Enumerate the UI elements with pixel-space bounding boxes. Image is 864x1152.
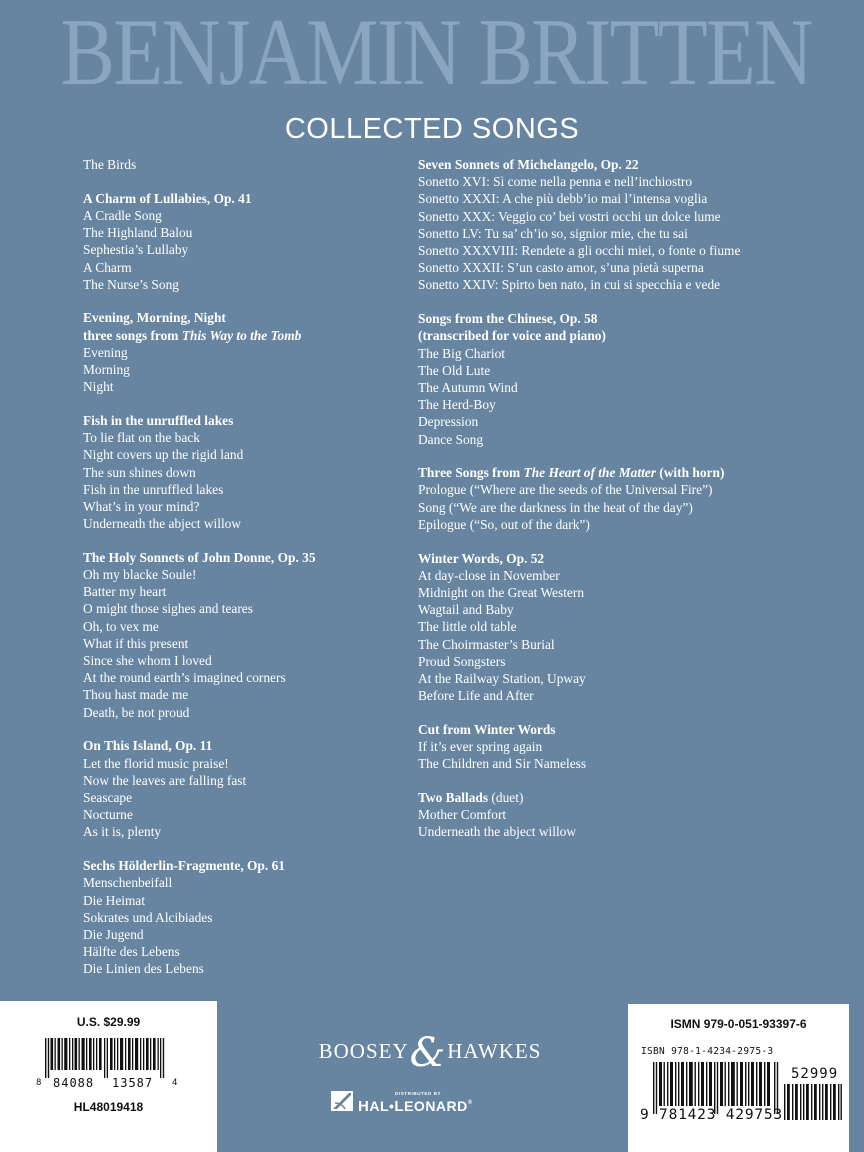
song-group-charm-of-lullabies [83, 190, 403, 293]
song-group-fish-in-unruffled-lakes [83, 412, 403, 532]
song-title: Prologue (“Where are the seeds of the Universal Fire”) [418, 482, 713, 498]
group-heading [418, 789, 798, 806]
heading-suffix: (with horn) [655, 465, 725, 481]
group-heading: The Holy Sonnets of John Donne, Op. 35 [83, 549, 316, 565]
composer-name: BENJAMIN BRITTEN [60, 0, 812, 105]
song-title: Let the florid music praise! [83, 755, 229, 771]
song-group-holy-sonnets [83, 549, 403, 721]
song-title: The Birds [83, 157, 137, 172]
hl-letters: AL [369, 1098, 390, 1114]
heading-note: (duet) [488, 790, 524, 805]
song-title: Sonetto LV: Tu sa’ ch’io so, signior mie, che tu sai [418, 225, 688, 241]
song-title: At the Railway Station, Upway [418, 670, 586, 686]
group-subheading [83, 327, 403, 344]
song-title: The Herd-Boy [418, 397, 496, 413]
song-title: Now the leaves are falling fast [83, 772, 247, 788]
song-title: Depression [418, 414, 479, 430]
song-title: Sokrates und Alcibiades [83, 909, 213, 925]
group-heading: A Charm of Lullabies, Op. 41 [83, 190, 252, 206]
song-title: Midnight on the Great Western [418, 584, 585, 600]
song-title: Die Linien des Lebens [83, 961, 204, 977]
song-title: Morning [83, 362, 130, 378]
song-title: What if this present [83, 635, 189, 651]
song-title: Before Life and After [418, 688, 534, 704]
song-title: Batter my heart [83, 584, 167, 600]
price-addon-number: 52999 [791, 1066, 839, 1082]
song-title: A Charm [83, 259, 132, 275]
song-title: Hälfte des Lebens [83, 944, 180, 960]
hal-leonard-logo-icon [331, 1089, 355, 1113]
song-group-cut-from-winter-words [418, 721, 798, 773]
upc-group-2: 13587 [112, 1076, 154, 1090]
song-title: The Nurse’s Song [83, 276, 179, 292]
publisher-name-left: BOOSEY [318, 1039, 409, 1063]
song-title: Epilogue (“So, out of the dark”) [418, 516, 590, 532]
song-title: Sonetto XXXII: S’un casto amor, s’una pietà superna [418, 260, 704, 276]
song-title: Sonetto XXXVIII: Rendete a gli occhi miei, o fonte o fiume [418, 243, 741, 259]
song-title: Fish in the unruffled lakes [83, 481, 224, 497]
song-title: As it is, plenty [83, 824, 162, 840]
song-title: Evening [83, 344, 128, 360]
song-title: The Old Lute [418, 362, 491, 378]
heading-text: Two Ballads [418, 790, 489, 805]
song-title: The little old table [418, 619, 517, 635]
registered-mark: ® [467, 1100, 473, 1106]
song-group-the-birds [83, 156, 403, 173]
song-title: Seascape [83, 790, 133, 805]
group-heading: Songs from the Chinese, Op. 58 [418, 311, 598, 327]
upc-barcode-icon [45, 1038, 167, 1078]
song-title: Oh, to vex me [83, 618, 159, 634]
song-title: Wagtail and Baby [418, 602, 514, 618]
group-heading: Fish in the unruffled lakes [83, 412, 234, 428]
group-heading: On This Island, Op. 11 [83, 738, 213, 754]
group-heading: Seven Sonnets of Michelangelo, Op. 22 [418, 157, 639, 172]
isbn-label: ISBN 978-1-4234-2975-3 [641, 1046, 774, 1057]
song-title: The Children and Sir Nameless [418, 756, 587, 772]
book-title: COLLECTED SONGS [284, 113, 580, 145]
song-title: The Big Chariot [418, 345, 506, 361]
song-title: Dance Song [418, 431, 484, 447]
song-title: Die Jugend [83, 926, 144, 942]
addon-barcode-icon [784, 1084, 842, 1120]
song-title: Sephestia’s Lullaby [83, 242, 189, 258]
upc-right-digit: 4 [172, 1078, 178, 1088]
song-title: What’s in your mind? [83, 498, 200, 514]
price-barcode-box [0, 1001, 217, 1152]
song-title: The Choirmaster’s Burial [418, 636, 555, 652]
song-group-michelangelo-sonnets [418, 156, 798, 294]
song-title: Menschenbeifall [83, 875, 173, 891]
song-group-holderlin-fragmente [83, 857, 403, 977]
song-title: Death, be not proud [83, 704, 190, 720]
song-title: Underneath the abject willow [83, 516, 242, 532]
song-title: O might those sighes and teares [83, 601, 253, 617]
song-group-two-ballads [418, 789, 798, 841]
hl-letters: EONARD [404, 1098, 468, 1114]
song-title: Underneath the abject willow [418, 824, 577, 840]
group-subheading: (transcribed for voice and piano) [418, 328, 606, 344]
group-heading: Winter Words, Op. 52 [418, 550, 545, 566]
hal-leonard-wordmark [358, 1098, 473, 1115]
song-title: Thou hast made me [83, 687, 189, 703]
song-title: Oh my blacke Soule! [83, 567, 197, 583]
song-title: Night [83, 379, 114, 395]
song-group-evening-morning-night [83, 309, 403, 395]
group-heading [418, 464, 798, 481]
group-heading: Cut from Winter Words [418, 721, 556, 737]
hl-dot: • [389, 1098, 395, 1114]
song-title: Sonetto XXX: Veggio co’ bei vostri occhi un dolce lume [418, 208, 721, 224]
song-title: Since she whom I loved [83, 653, 212, 669]
song-title: Nocturne [83, 807, 133, 823]
song-title: A Cradle Song [83, 207, 162, 223]
isbn-barcode-box [628, 1004, 849, 1152]
catalog-code: HL48019418 [73, 1100, 144, 1114]
ampersand-glyph: & [409, 1030, 447, 1076]
distributed-by-label: DISTRIBUTED BY [395, 1091, 442, 1096]
group-heading: Evening, Morning, Night [83, 310, 226, 326]
song-title: Mother Comfort [418, 807, 507, 823]
song-title: At day-close in November [418, 567, 560, 583]
isbn-barcode-number: 9 781423 429753 [640, 1107, 783, 1123]
hl-letter: H [358, 1098, 370, 1115]
price-label: U.S. $29.99 [76, 1015, 141, 1029]
upc-group-1: 84088 [53, 1076, 95, 1090]
song-title: The sun shines down [83, 464, 196, 480]
subheading-prefix: three songs from [83, 327, 182, 343]
song-title: At the round earth’s imagined corners [83, 670, 286, 686]
song-title: Night covers up the rigid land [83, 447, 244, 463]
song-title: Song (“We are the darkness in the heat of the day”) [418, 499, 693, 515]
song-title: If it’s ever spring again [418, 739, 543, 755]
song-title: Proud Songsters [418, 653, 506, 669]
heading-italic-title: The Heart of the Matter [523, 465, 656, 481]
subheading-italic-title: This Way to the Tomb [181, 327, 302, 343]
song-title: Sonetto XXIV: Spirto ben nato, in cui si specchia e vede [418, 277, 721, 293]
publisher-name-right: HAWKES [447, 1039, 542, 1063]
song-title: Sonetto XXXI: A che più debb’io mai l’intensa voglia [418, 191, 708, 207]
upc-left-digit: 8 [36, 1078, 42, 1088]
song-group-heart-of-the-matter [418, 464, 798, 533]
song-group-winter-words [418, 550, 798, 705]
contents-right-column [418, 156, 798, 857]
boosey-hawkes-wordmark [290, 1030, 570, 1076]
song-title: Die Heimat [83, 892, 146, 908]
song-title: Sonetto XVI: Sì come nella penna e nell’inchiostro [418, 174, 693, 190]
song-title: The Autumn Wind [418, 379, 518, 395]
hl-letter: L [394, 1098, 405, 1115]
heading-prefix: Three Songs from [418, 465, 524, 481]
contents-left-column [83, 156, 403, 994]
ismn-label: ISMN 979-0-051-93397-6 [670, 1017, 807, 1031]
group-heading: Sechs Hölderlin-Fragmente, Op. 61 [83, 858, 285, 874]
song-title: To lie flat on the back [83, 430, 200, 446]
song-group-songs-from-the-chinese [418, 310, 798, 448]
song-title: The Highland Balou [83, 225, 193, 241]
publisher-logo [290, 1030, 570, 1076]
song-group-on-this-island [83, 737, 403, 840]
